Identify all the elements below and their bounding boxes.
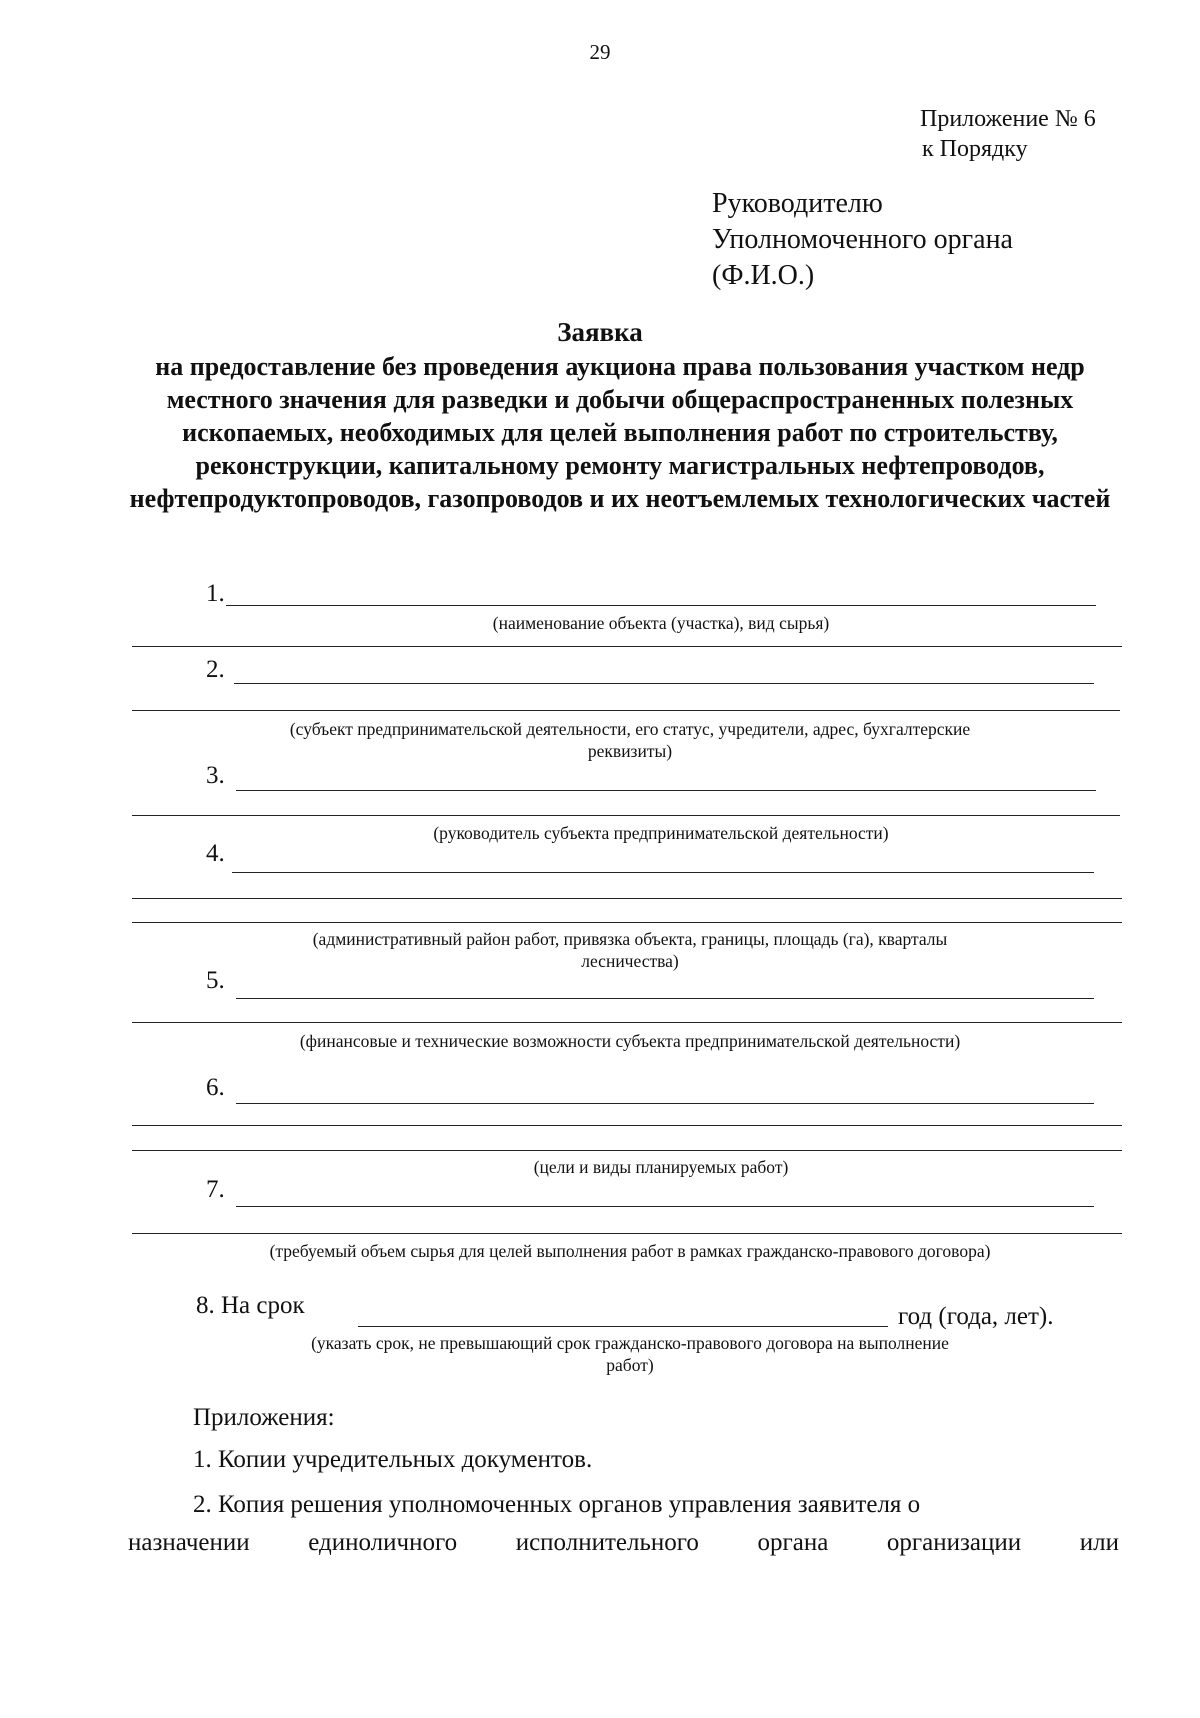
field-5-number: 5. [206,967,225,994]
field-7-input-line-extra[interactable] [132,1233,1122,1234]
field-1-input-line-extra[interactable] [132,646,1122,647]
field-1-caption: (наименование объекта (участка), вид сырья) [492,613,830,633]
addressee-line-1: Руководителю [712,188,883,219]
field-3-input-line-extra[interactable] [132,815,1120,816]
term-suffix: год (года, лет). [898,1303,1054,1330]
field-6-input-line[interactable] [236,1103,1094,1104]
addressee-line-3: (Ф.И.О.) [712,260,815,291]
appendix-line-2: к Порядку [922,136,1028,162]
term-caption: (указать срок, не превышающий срок гражданско-правового договора на выполнение работ) [311,1333,949,1375]
field-5-caption: (финансовые и технические возможности субъекта предпринимательской деятельности) [299,1031,961,1051]
field-4-input-line-extra-2[interactable] [132,922,1122,923]
field-4-number: 4. [206,840,225,867]
field-6-number: 6. [206,1074,225,1101]
field-4-input-line[interactable] [232,872,1094,873]
field-1-number: 1. [206,580,225,607]
field-3-input-line[interactable] [236,790,1096,791]
addressee-block [712,186,1013,294]
field-4-input-line-extra-1[interactable] [132,898,1122,899]
field-7-input-line[interactable] [236,1206,1094,1207]
field-3-caption: (руководитель субъекта предпринимательской деятельности) [433,823,889,843]
attachment-item-2-continued: назначении единоличного исполнительного органа организации или [128,1529,1119,1556]
attachments-title: Приложения: [193,1404,335,1431]
field-5-input-line[interactable] [236,998,1094,999]
field-2-caption: (субъект предпринимательской деятельности, его статус, учредители, адрес, бухгалтерские реквизиты) [289,719,971,761]
appendix-line-1: Приложение № 6 [920,106,1096,132]
page-number: 29 [589,40,611,64]
field-6-input-line-extra-2[interactable] [132,1150,1122,1151]
document-title: Заявка [557,317,643,347]
attachment-item-2: 2. Копия решения уполномоченных органов управления заявителя о [193,1491,921,1518]
appendix-reference [920,104,1096,164]
attachment-item-1: 1. Копии учредительных документов. [193,1446,593,1473]
field-2-input-line-extra[interactable] [132,710,1120,711]
term-input-line[interactable] [358,1326,888,1327]
field-7-number: 7. [206,1176,225,1203]
field-1-input-line[interactable] [226,605,1096,606]
field-3-number: 3. [206,762,225,789]
field-4-caption: (административный район работ, привязка объекта, границы, площадь (га), кварталы лесничества) [312,929,948,971]
document-subtitle: на предоставление без проведения аукциона права пользования участком недр местного значения для разведки и добычи общераспространенных полезных ископаемых, необходимых для целей выполнения работ по строительству, реконструкции, капитальному ремонту магистральных нефтепроводов, нефтепродуктопроводов, газопроводов и их неотъемлемых технологических частей [129,352,1111,513]
field-2-number: 2. [206,656,225,683]
addressee-line-2: Уполномоченного органа [712,224,1013,255]
field-6-caption: (цели и виды планируемых работ) [533,1157,789,1177]
field-7-caption: (требуемый объем сырья для целей выполнения работ в рамках гражданско-правового договора) [269,1241,991,1261]
field-6-input-line-extra-1[interactable] [132,1125,1122,1126]
field-2-input-line[interactable] [234,683,1094,684]
term-label: 8. На срок [196,1292,305,1319]
field-5-input-line-extra[interactable] [132,1022,1122,1023]
